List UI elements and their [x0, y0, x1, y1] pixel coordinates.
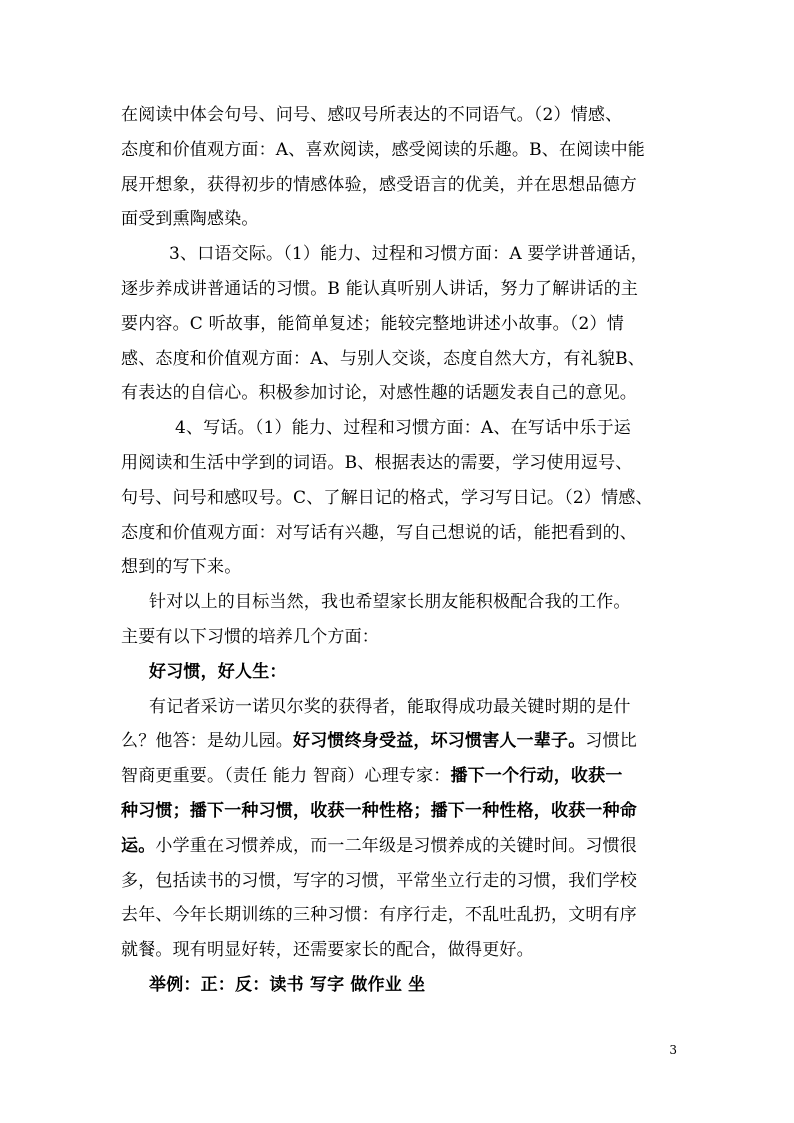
section-3-heading-line: 3、口语交际。（1）能力、过程和习惯方面：A 要学讲普通话， — [169, 244, 648, 265]
plain-text: 小学重在习惯养成，而一二年级是习惯养成的关键时间。习惯很 — [155, 835, 638, 856]
text-line: 面受到熏陶感染。 — [121, 209, 259, 230]
text-line: 感、态度和价值观方面：A、与别人交谈，态度自然大方，有礼貌B、 — [121, 348, 645, 369]
mixed-line — [121, 829, 681, 864]
plain-text: 么？他答：是幼儿园。 — [121, 731, 293, 752]
section-heading-good-habits: 好习惯，好人生： — [149, 661, 287, 682]
text-line: 态度和价值观方面：对写话有兴趣，写自己想说的话，能把看到的、 — [121, 522, 637, 543]
bold-text: 播下一个行动，收获一 — [450, 766, 623, 787]
text-line: 去年、今年长期训练的三种习惯：有序行走，不乱吐乱扔，文明有序 — [121, 905, 637, 926]
text-line: 句号、问号和感叹号。C、了解日记的格式，学习写日记。（2）情感、 — [121, 487, 653, 508]
paragraph-line: 有记者采访一诺贝尔奖的获得者，能取得成功最关键时期的是什 — [149, 696, 631, 717]
bold-text: 运。 — [121, 835, 156, 856]
plain-text: 习惯比 — [585, 731, 638, 752]
section-4-heading-line: 4、写话。（1）能力、过程和习惯方面：A、在写话中乐于运 — [175, 418, 632, 439]
example-line: 举例：正：反：读书 写字 做作业 坐 — [149, 974, 426, 995]
page-number: 3 — [669, 1043, 677, 1057]
text-line: 主要有以下习惯的培养几个方面： — [121, 626, 379, 647]
text-line: 展开想象，获得初步的情感体验，感受语言的优美，并在思想品德方 — [121, 174, 637, 195]
text-line: 逐步养成讲普通话的习惯。B 能认真听别人讲话，努力了解讲话的主 — [121, 278, 639, 299]
mixed-line — [121, 759, 681, 794]
paragraph-line: 针对以上的目标当然，我也希望家长朋友能积极配合我的工作。 — [149, 592, 631, 613]
text-line: 态度和价值观方面：A、喜欢阅读，感受阅读的乐趣。B、在阅读中能 — [121, 139, 645, 160]
bold-line: 种习惯；播下一种习惯，收获一种性格；播下一种性格，收获一种命 — [121, 800, 637, 821]
text-line: 用阅读和生活中学到的词语。B、根据表达的需要，学习使用逗号、 — [121, 452, 633, 473]
text-line: 有表达的自信心。积极参加讨论，对感性趣的话题发表自己的意见。 — [121, 383, 637, 404]
text-line: 在阅读中体会句号、问号、感叹号所表达的不同语气。（2）情感、 — [121, 105, 623, 125]
text-line: 要内容。C 听故事，能简单复述；能较完整地讲述小故事。（2）情 — [121, 313, 624, 334]
bold-text: 好习惯终身受益，坏习惯害人一辈子。 — [293, 731, 586, 752]
text-line: 想到的写下来。 — [121, 557, 242, 578]
text-line: 就餐。现有明显好转，还需要家长的配合，做得更好。 — [121, 940, 534, 961]
document-body — [121, 98, 681, 1003]
mixed-line — [121, 724, 681, 759]
text-line: 多，包括读书的习惯，写字的习惯，平常坐立行走的习惯，我们学校 — [121, 870, 637, 891]
plain-text: 智商更重要。（责任 能力 智商）心理专家： — [121, 766, 451, 787]
